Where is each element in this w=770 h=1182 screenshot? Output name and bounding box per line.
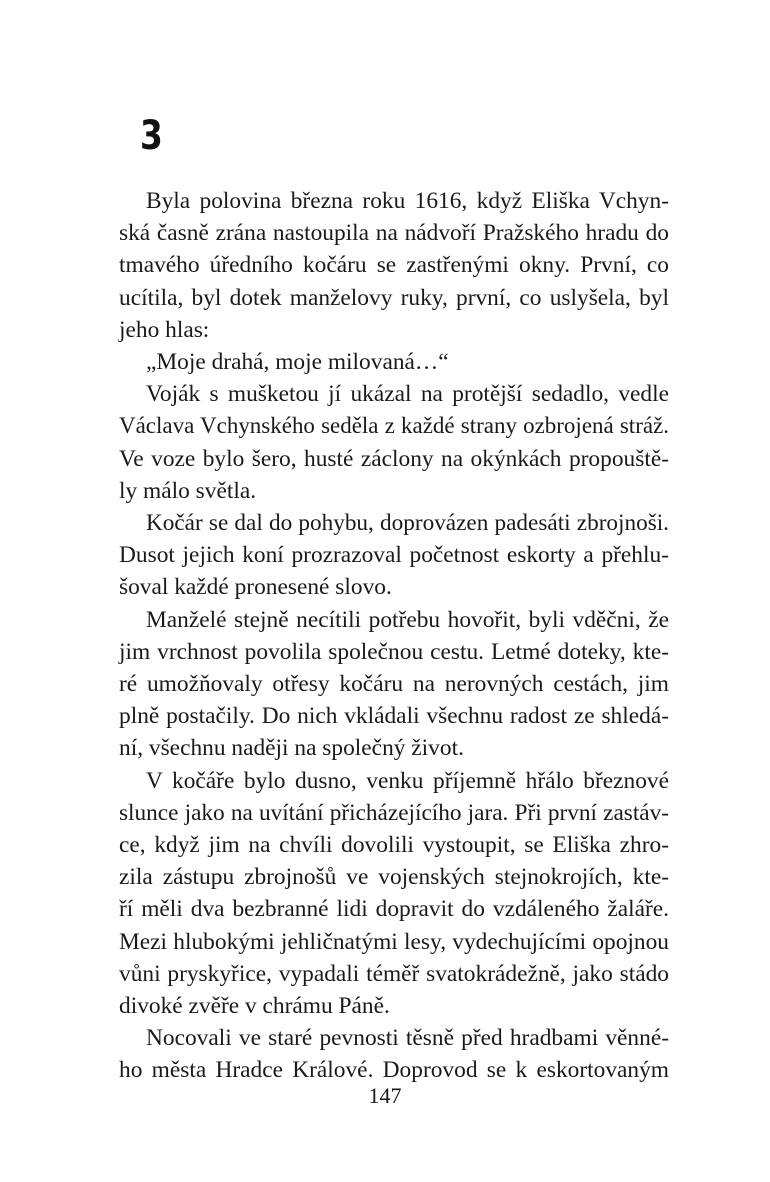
- text-line: ly málo světla.: [119, 477, 257, 504]
- text-line: jim vrchnost povolila společnou cestu. Letmé doteky, kte-: [119, 638, 669, 665]
- text-line: ucítila, byl dotek manželovy ruky, první, co uslyšela, byl: [119, 284, 669, 311]
- text-line: ská časně zrána nastoupila na nádvoří Pražského hradu do: [119, 220, 669, 247]
- text-line: Mezi hlubokými jehličnatými lesy, vydechujícími opojnou: [119, 928, 669, 955]
- text-line: ce, když jim na chvíli dovolili vystoupit, se Eliška zhro-: [119, 832, 669, 859]
- text-line: ní, všechnu naději na společný život.: [119, 735, 464, 762]
- text-line: Dusot jejich koní prozrazoval početnost eskorty a přehlu-: [119, 542, 669, 569]
- text-line: „Moje drahá, moje milovaná…“: [146, 349, 449, 376]
- text-line: plně postačily. Do nich vkládali všechnu radost ze shledá-: [119, 703, 669, 730]
- text-line: zila zástupu zbrojnošů ve vojenských stejnokrojích, kte-: [119, 864, 669, 891]
- text-line: Byla polovina března roku 1616, když Eliška Vchyn-: [146, 188, 669, 214]
- chapter-body-text: [119, 185, 669, 1087]
- text-line: Ve voze bylo šero, husté záclony na okýnkách propouště-: [119, 445, 669, 472]
- text-line: šoval každé pronesené slovo.: [119, 574, 392, 601]
- text-line: jeho hlas:: [119, 316, 210, 343]
- text-line: Manželé stejně necítili potřebu hovořit, byli vděčni, že: [146, 606, 669, 633]
- text-line: ho města Hradce Králové. Doprovod se k eskortovaným: [119, 1057, 669, 1084]
- text-line: V kočáře bylo dusno, venku příjemně hřálo březnové: [146, 767, 669, 794]
- text-line: ré umožňovaly otřesy kočáru na nerovných cestách, jim: [119, 671, 669, 698]
- text-line: vůni pryskyřice, vypadali téměř svatokrádežně, jako stádo: [119, 960, 669, 987]
- text-line: Voják s mušketou jí ukázal na protější sedadlo, vedle: [146, 381, 669, 408]
- chapter-number: 3: [140, 113, 163, 159]
- text-line: Václava Vchynského seděla z každé strany ozbrojená stráž.: [119, 413, 669, 439]
- text-line: tmavého úředního kočáru se zastřenými okny. První, co: [119, 252, 669, 279]
- page-number: 147: [368, 1083, 402, 1108]
- text-line: slunce jako na uvítání přicházejícího jara. Při první zastáv-: [119, 799, 669, 826]
- text-line: Nocovali ve staré pevnosti těsně před hradbami věnné-: [146, 1025, 669, 1052]
- text-line: Kočár se dal do pohybu, doprovázen padesáti zbrojnoši.: [146, 510, 669, 537]
- text-line: ří měli dva bezbranné lidi dopravit do vzdáleného žaláře.: [119, 896, 669, 923]
- text-line: divoké zvěře v chrámu Páně.: [119, 993, 390, 1020]
